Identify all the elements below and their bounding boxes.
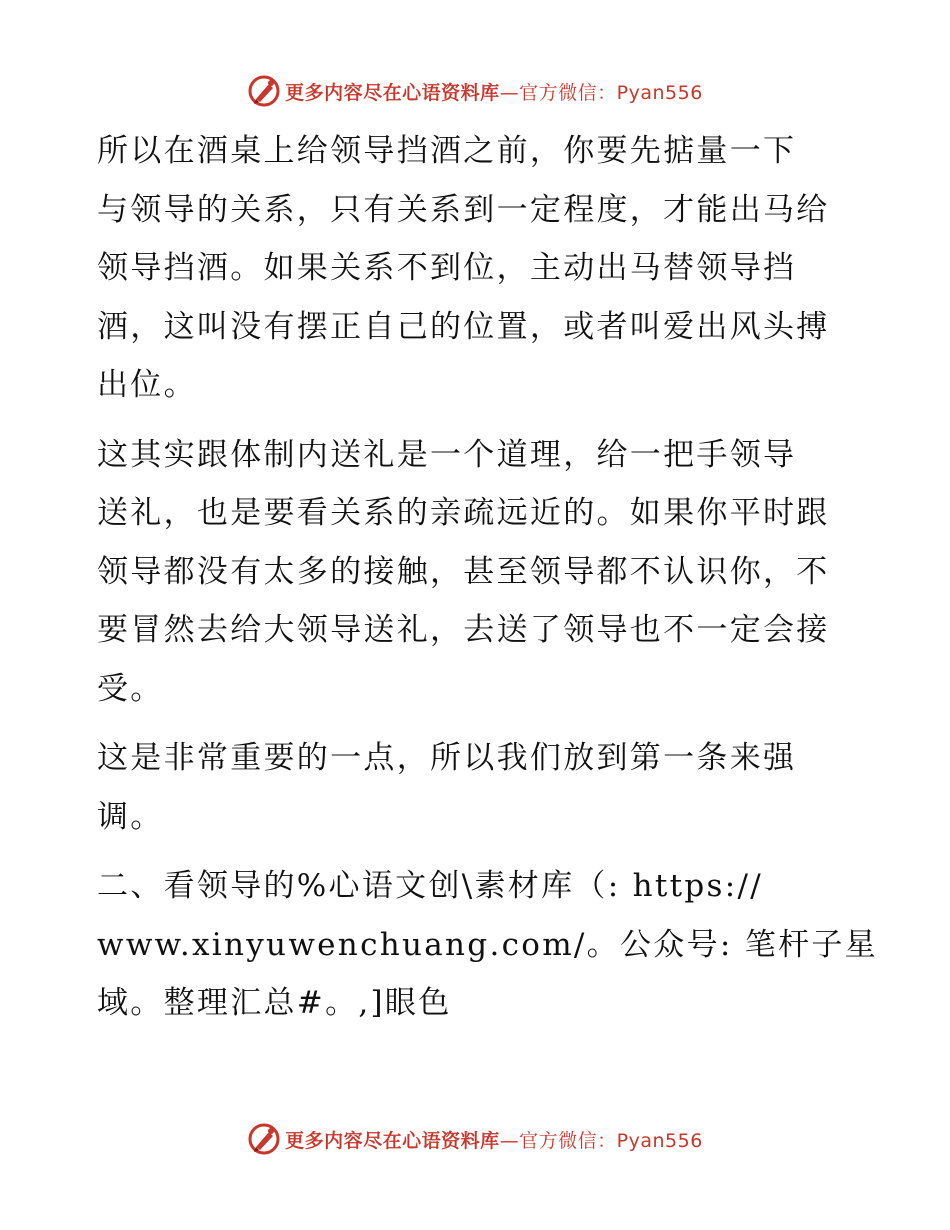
text-line: 与领导的关系，只有关系到一定程度，才能出马给 (97, 191, 830, 228)
text-line: 域。整理汇总#。,]眼色 (97, 985, 452, 1021)
text-line: 领导都没有太多的接触，甚至领导都不认识你，不 (97, 553, 830, 590)
footer-watermark (0, 1119, 950, 1159)
watermark-text: 更多内容尽在心语资料库—官方微信：Pyan556 (285, 81, 703, 104)
text-line: 领导挡酒。如果关系不到位，主动出马替领导挡 (97, 250, 797, 286)
watermark-text: 更多内容尽在心语资料库—官方微信：Pyan556 (285, 1129, 703, 1152)
pen-logo-icon (247, 1122, 281, 1156)
paragraph (97, 122, 857, 415)
text-line: www.xinyuwenchuang.com/。公众号: 笔杆子星 (97, 926, 878, 963)
paragraph (97, 426, 857, 719)
document-body (97, 122, 878, 1033)
paragraph (97, 729, 857, 846)
text-line: 出位。 (97, 367, 197, 403)
text-line: 受。 (97, 670, 164, 707)
text-line: 这是非常重要的一点，所以我们放到第一条来强 (97, 740, 797, 776)
text-line: 酒，这叫没有摆正自己的位置，或者叫爱出风头搏 (97, 308, 830, 345)
text-line: 要冒然去给大领导送礼，去送了领导也不一定会接 (97, 612, 830, 648)
text-line: 这其实跟体制内送礼是一个道理，给一把手领导 (97, 436, 797, 473)
text-line: 调。 (97, 798, 164, 835)
header-watermark (0, 71, 950, 111)
text-line: 所以在酒桌上给领导挡酒之前，你要先掂量一下 (97, 133, 797, 169)
text-line: 送礼，也是要看关系的亲疏远近的。如果你平时跟 (97, 495, 830, 531)
paragraph (97, 857, 878, 1033)
text-line: 二、看领导的%心语文创\素材库（: https:// (97, 868, 763, 904)
pen-logo-icon (247, 74, 281, 108)
